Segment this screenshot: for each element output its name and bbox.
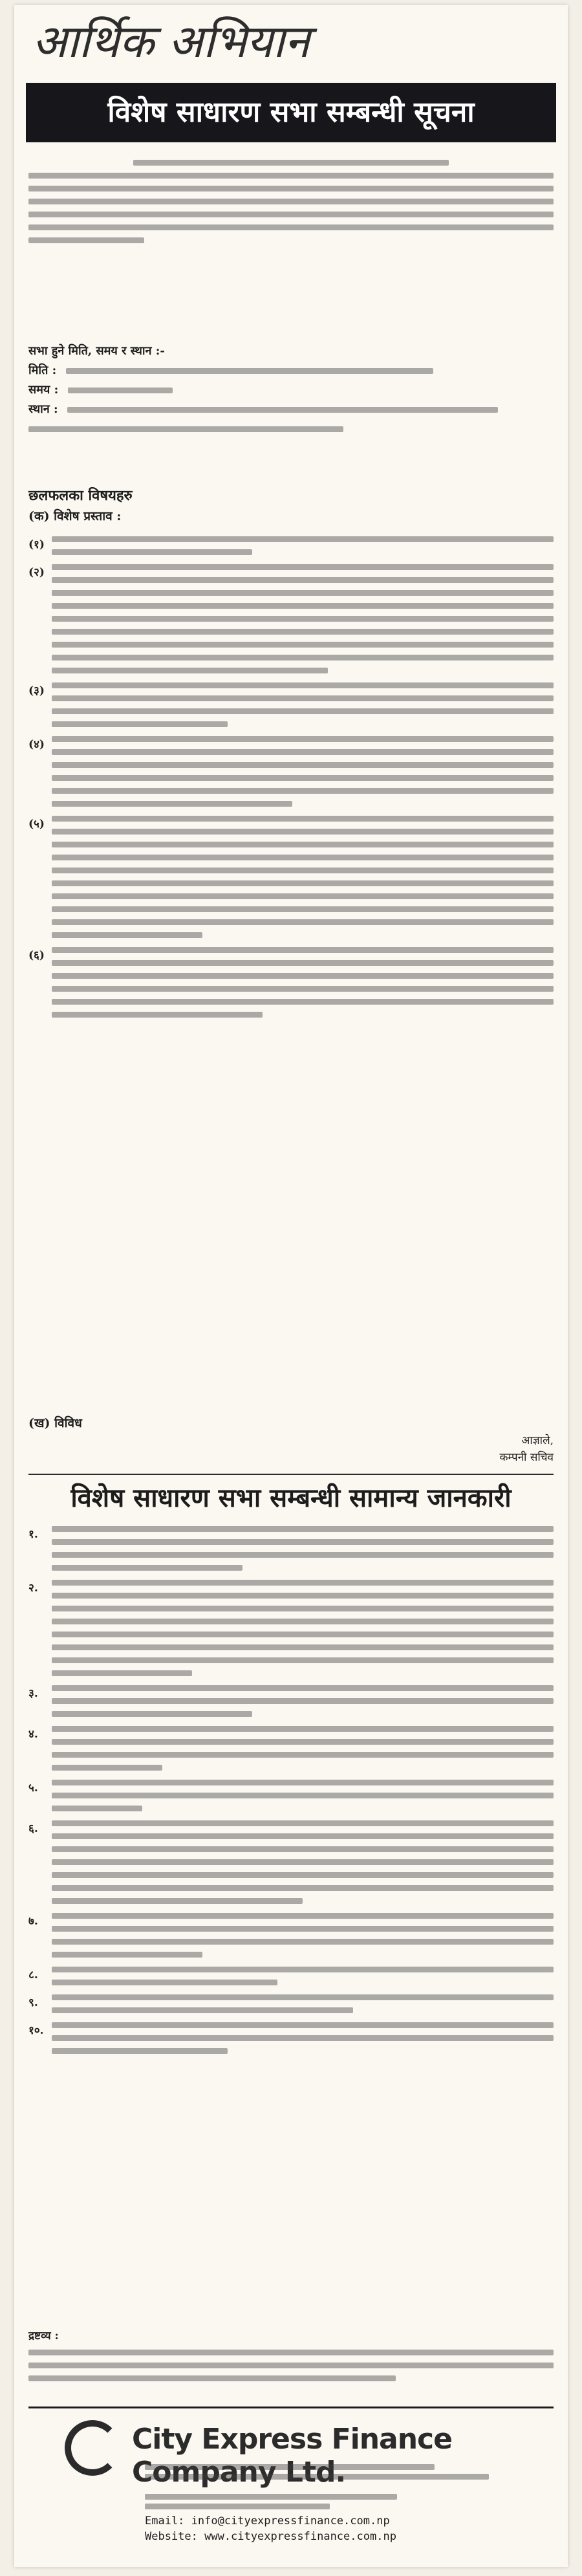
agenda-items (28, 529, 554, 1409)
agenda-item: (५) (28, 816, 554, 938)
info-item: ५. (28, 1780, 554, 1811)
info-item: १. (28, 1526, 554, 1571)
place-label: स्थान : (28, 402, 58, 416)
agenda-item: (३) (28, 682, 554, 727)
agenda-item: (४) (28, 736, 554, 807)
misc-agenda-label: (ख) विविध (28, 1416, 82, 1430)
company-website: Website: www.cityexpressfinance.com.np (145, 2530, 396, 2543)
note-paragraph (28, 2328, 554, 2399)
agenda-item: (६) (28, 947, 554, 1018)
info-item: ७. (28, 1913, 554, 1958)
meeting-details (28, 342, 554, 477)
newspaper-notice (14, 5, 568, 2567)
signature-block (411, 1432, 554, 1466)
signature-line-2: कम्पनी सचिव (499, 1451, 554, 1464)
general-info-heading: विशेष साधारण सभा सम्बन्धी सामान्य जानकारी (28, 1474, 554, 1514)
notice-title: विशेष साधारण सभा सम्बन्धी सूचना (26, 83, 556, 142)
note-label: द्रष्टव्य : (28, 2330, 59, 2342)
general-info-list (28, 1519, 554, 2321)
info-item: ३. (28, 1685, 554, 1717)
company-footer (28, 2407, 554, 2559)
info-item: १०. (28, 2022, 554, 2054)
date-label: मिति : (28, 364, 57, 377)
info-item: २. (28, 1580, 554, 1676)
signature-line-1: आज्ञाले, (521, 1434, 554, 1447)
newspaper-masthead: आर्थिक अभियान (32, 15, 310, 68)
company-tagline (145, 2460, 507, 2483)
agenda-heading: छलफलका विषयहरु (28, 487, 133, 504)
meeting-details-heading: सभा हुने मिति, समय र स्थान :- (28, 344, 165, 358)
agenda-item: (१) (28, 536, 554, 555)
info-item: ९. (28, 1994, 554, 2013)
info-item: ८. (28, 1967, 554, 1985)
company-name: City Express Finance Company Ltd. (132, 2423, 452, 2489)
agenda-item: (२) (28, 564, 554, 673)
info-item: ४. (28, 1726, 554, 1771)
company-logo-icon (65, 2420, 120, 2476)
special-resolution-label: (क) विशेष प्रस्ताव : (28, 509, 122, 523)
company-contact (145, 2490, 481, 2544)
time-label: समय : (28, 383, 59, 397)
info-item: ६. (28, 1820, 554, 1904)
company-email: Email: info@cityexpressfinance.com.np (145, 2515, 390, 2527)
intro-paragraph (28, 153, 554, 334)
